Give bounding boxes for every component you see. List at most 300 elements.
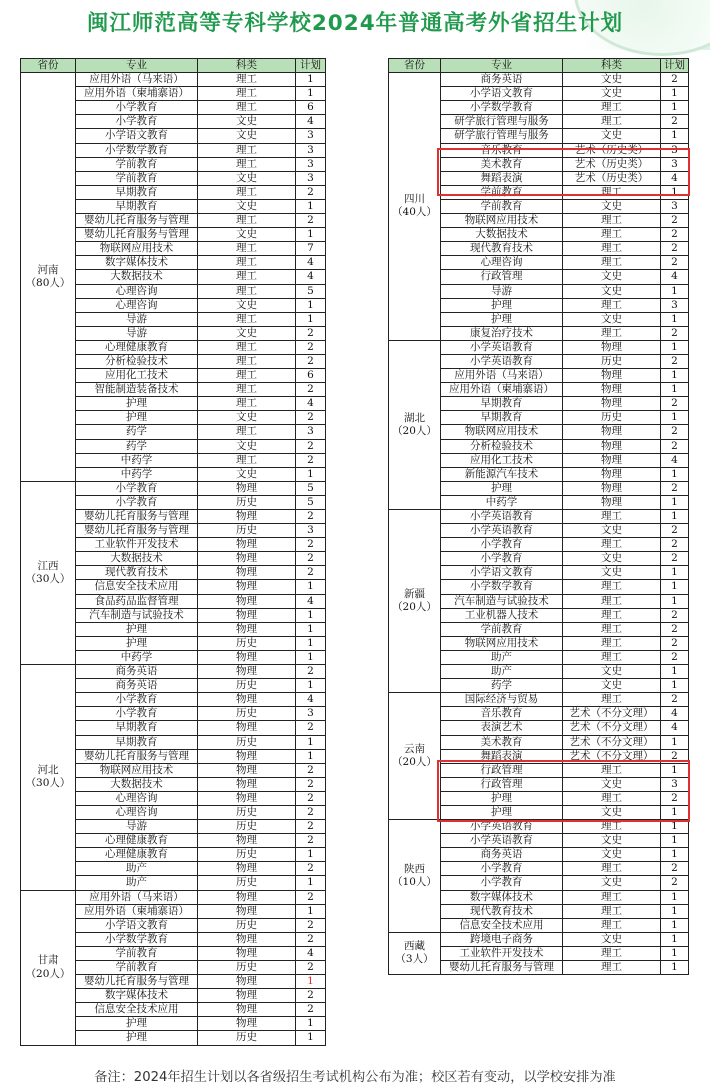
plan-cell: 2 — [296, 383, 326, 397]
plan-cell: 2 — [661, 749, 689, 763]
plan-cell: 3 — [661, 157, 689, 171]
category-cell: 物理 — [563, 467, 661, 481]
major-cell: 心理健康教育 — [76, 848, 198, 862]
major-cell: 学前教育 — [441, 185, 563, 199]
province-cell: 新疆 （20人） — [389, 510, 441, 693]
category-cell: 理工 — [563, 820, 661, 834]
major-cell: 应用外语（马来语） — [441, 369, 563, 383]
category-cell: 物理 — [198, 650, 296, 664]
category-cell: 物理 — [198, 608, 296, 622]
major-cell: 学前教育 — [441, 199, 563, 213]
major-cell: 小学教育 — [76, 495, 198, 509]
category-cell: 物理 — [563, 425, 661, 439]
major-cell: 大数据技术 — [441, 228, 563, 242]
category-cell: 艺术（历史类） — [563, 157, 661, 171]
major-cell: 研学旅行管理与服务 — [441, 129, 563, 143]
plan-cell: 2 — [296, 354, 326, 368]
category-cell: 物理 — [563, 439, 661, 453]
major-cell: 学前教育 — [76, 171, 198, 185]
major-cell: 应用外语（柬埔寨语） — [441, 383, 563, 397]
major-cell: 数字媒体技术 — [76, 989, 198, 1003]
category-cell: 理工 — [563, 538, 661, 552]
major-cell: 心理咨询 — [441, 256, 563, 270]
plan-cell: 4 — [661, 453, 689, 467]
plan-cell: 1 — [661, 369, 689, 383]
table-row — [389, 820, 689, 834]
major-cell: 早期教育 — [76, 721, 198, 735]
major-cell: 婴幼儿托育服务与管理 — [441, 961, 563, 975]
plan-cell: 2 — [296, 214, 326, 228]
major-cell: 研学旅行管理与服务 — [441, 115, 563, 129]
major-cell: 行政管理 — [441, 777, 563, 791]
major-cell: 小学教育 — [441, 862, 563, 876]
category-cell: 历史 — [198, 735, 296, 749]
category-cell: 文史 — [198, 439, 296, 453]
category-cell: 历史 — [198, 1031, 296, 1045]
major-cell: 应用化工技术 — [441, 453, 563, 467]
major-cell: 婴幼儿托育服务与管理 — [76, 524, 198, 538]
category-cell: 文史 — [563, 552, 661, 566]
category-cell: 理工 — [563, 242, 661, 256]
plan-cell: 1 — [296, 636, 326, 650]
category-cell: 历史 — [198, 495, 296, 509]
plan-cell: 2 — [296, 791, 326, 805]
plan-cell: 6 — [296, 101, 326, 115]
plan-cell: 2 — [296, 340, 326, 354]
category-cell: 理工 — [198, 340, 296, 354]
plan-cell: 1 — [661, 918, 689, 932]
major-cell: 婴幼儿托育服务与管理 — [76, 975, 198, 989]
plan-cell: 1 — [661, 904, 689, 918]
category-cell: 物理 — [198, 904, 296, 918]
major-cell: 国际经济与贸易 — [441, 693, 563, 707]
category-cell: 文史 — [563, 524, 661, 538]
plan-cell: 2 — [661, 256, 689, 270]
category-cell: 文史 — [563, 284, 661, 298]
major-cell: 小学数学教育 — [76, 143, 198, 157]
plan-cell: 2 — [296, 721, 326, 735]
plan-cell: 2 — [296, 777, 326, 791]
category-cell: 物理 — [198, 721, 296, 735]
major-cell: 小学英语教育 — [441, 834, 563, 848]
major-cell: 助产 — [76, 876, 198, 890]
category-cell: 物理 — [198, 622, 296, 636]
plan-cell: 1 — [661, 495, 689, 509]
plan-cell: 1 — [296, 1031, 326, 1045]
major-cell: 现代教育技术 — [76, 566, 198, 580]
plan-cell: 1 — [661, 129, 689, 143]
plan-cell: 3 — [296, 143, 326, 157]
category-cell: 物理 — [563, 369, 661, 383]
category-cell: 物理 — [198, 538, 296, 552]
category-cell: 艺术（不分文理） — [563, 721, 661, 735]
major-cell: 早期教育 — [441, 397, 563, 411]
major-cell: 表演艺术 — [441, 721, 563, 735]
major-cell: 药学 — [76, 425, 198, 439]
category-cell: 文史 — [563, 805, 661, 819]
header-major: 专业 — [76, 59, 198, 73]
table-row — [21, 890, 326, 904]
plan-cell: 3 — [661, 298, 689, 312]
plan-cell: 2 — [296, 961, 326, 975]
major-cell: 心理咨询 — [76, 791, 198, 805]
category-cell: 理工 — [198, 143, 296, 157]
major-cell: 音乐教育 — [441, 707, 563, 721]
major-cell: 早期教育 — [76, 185, 198, 199]
category-cell: 物理 — [198, 777, 296, 791]
major-cell: 美术教育 — [441, 157, 563, 171]
plan-cell: 4 — [296, 270, 326, 284]
category-cell: 历史 — [563, 354, 661, 368]
plan-cell: 2 — [661, 636, 689, 650]
category-cell: 理工 — [198, 453, 296, 467]
category-cell: 文史 — [563, 932, 661, 946]
category-cell: 理工 — [563, 298, 661, 312]
plan-cell: 2 — [296, 989, 326, 1003]
major-cell: 小学教育 — [441, 876, 563, 890]
category-cell: 物理 — [198, 481, 296, 495]
category-cell: 文史 — [198, 467, 296, 481]
major-cell: 早期教育 — [76, 199, 198, 213]
major-cell: 小学英语教育 — [441, 354, 563, 368]
header-banner — [0, 0, 710, 50]
plan-cell: 2 — [296, 918, 326, 932]
major-cell: 智能制造装备技术 — [76, 383, 198, 397]
major-cell: 物联网应用技术 — [441, 214, 563, 228]
category-cell: 理工 — [563, 904, 661, 918]
category-cell: 文史 — [198, 171, 296, 185]
category-cell: 理工 — [563, 510, 661, 524]
plan-cell: 2 — [661, 115, 689, 129]
plan-cell: 1 — [296, 735, 326, 749]
plan-cell: 1 — [661, 890, 689, 904]
category-cell: 理工 — [563, 115, 661, 129]
major-cell: 商务英语 — [441, 73, 563, 87]
category-cell: 历史 — [198, 707, 296, 721]
plan-cell: 3 — [296, 157, 326, 171]
province-cell: 云南 （20人） — [389, 693, 441, 820]
plan-cell: 1 — [296, 876, 326, 890]
province-cell: 河北 （30人） — [21, 665, 76, 891]
plan-cell: 4 — [661, 270, 689, 284]
major-cell: 小学语文教育 — [441, 566, 563, 580]
major-cell: 物联网应用技术 — [76, 763, 198, 777]
category-cell: 文史 — [563, 848, 661, 862]
major-cell: 小学教育 — [76, 481, 198, 495]
category-cell: 文史 — [563, 270, 661, 284]
plan-cell: 1 — [296, 608, 326, 622]
plan-cell: 2 — [661, 524, 689, 538]
category-cell: 文史 — [198, 326, 296, 340]
province-cell: 四川 （40人） — [389, 73, 441, 341]
plan-cell: 4 — [296, 693, 326, 707]
major-cell: 婴幼儿托育服务与管理 — [76, 214, 198, 228]
category-cell: 艺术（历史类） — [563, 143, 661, 157]
category-cell: 物理 — [198, 791, 296, 805]
major-cell: 康复治疗技术 — [441, 326, 563, 340]
major-cell: 婴幼儿托育服务与管理 — [76, 228, 198, 242]
plan-cell: 4 — [661, 707, 689, 721]
plan-cell: 2 — [661, 439, 689, 453]
major-cell: 汽车制造与试验技术 — [441, 594, 563, 608]
plan-cell: 1 — [661, 383, 689, 397]
table-row — [389, 932, 689, 946]
category-cell: 物理 — [198, 834, 296, 848]
major-cell: 护理 — [76, 1031, 198, 1045]
plan-cell: 1 — [661, 834, 689, 848]
category-cell: 文史 — [563, 777, 661, 791]
plan-cell: 2 — [661, 425, 689, 439]
major-cell: 应用外语（柬埔寨语） — [76, 87, 198, 101]
plan-cell: 3 — [296, 707, 326, 721]
plan-cell: 1 — [296, 749, 326, 763]
plan-cell: 2 — [296, 805, 326, 819]
category-cell: 物理 — [198, 932, 296, 946]
category-cell: 历史 — [198, 918, 296, 932]
major-cell: 婴幼儿托育服务与管理 — [76, 749, 198, 763]
category-cell: 物理 — [563, 481, 661, 495]
plan-cell: 2 — [661, 326, 689, 340]
major-cell: 中药学 — [76, 467, 198, 481]
major-cell: 导游 — [76, 312, 198, 326]
major-cell: 新能源汽车技术 — [441, 467, 563, 481]
category-cell: 理工 — [563, 228, 661, 242]
plan-cell: 3 — [661, 143, 689, 157]
category-cell: 理工 — [563, 650, 661, 664]
major-cell: 商务英语 — [441, 848, 563, 862]
province-cell: 江西 （30人） — [21, 481, 76, 664]
category-cell: 历史 — [198, 820, 296, 834]
plan-cell: 2 — [296, 326, 326, 340]
plan-cell: 1 — [661, 185, 689, 199]
plan-cell: 2 — [661, 791, 689, 805]
category-cell: 物理 — [198, 975, 296, 989]
category-cell: 文史 — [563, 679, 661, 693]
plan-cell: 3 — [661, 777, 689, 791]
plan-cell: 4 — [296, 594, 326, 608]
header-major: 专业 — [441, 59, 563, 73]
category-cell: 物理 — [198, 580, 296, 594]
category-cell: 理工 — [198, 397, 296, 411]
major-cell: 分析检验技术 — [76, 354, 198, 368]
major-cell: 物联网应用技术 — [76, 242, 198, 256]
major-cell: 信息安全技术应用 — [441, 918, 563, 932]
plan-cell: 2 — [661, 862, 689, 876]
category-cell: 物理 — [198, 890, 296, 904]
province-cell: 西藏 （3人） — [389, 932, 441, 974]
major-cell: 物联网应用技术 — [441, 636, 563, 650]
table-row — [389, 340, 689, 354]
category-cell: 历史 — [198, 679, 296, 693]
plan-cell: 2 — [296, 890, 326, 904]
enrollment-table-right — [388, 58, 689, 975]
major-cell: 大数据技术 — [76, 552, 198, 566]
major-cell: 导游 — [76, 820, 198, 834]
plan-cell: 2 — [661, 693, 689, 707]
category-cell: 文史 — [563, 312, 661, 326]
major-cell: 早期教育 — [441, 411, 563, 425]
category-cell: 文史 — [198, 129, 296, 143]
category-cell: 文史 — [198, 298, 296, 312]
category-cell: 理工 — [563, 594, 661, 608]
header-province: 省份 — [21, 59, 76, 73]
plan-cell: 2 — [296, 862, 326, 876]
category-cell: 物理 — [563, 453, 661, 467]
header-category: 科类 — [198, 59, 296, 73]
table-row — [389, 510, 689, 524]
major-cell: 行政管理 — [441, 270, 563, 284]
plan-cell: 1 — [296, 650, 326, 664]
plan-cell: 1 — [661, 679, 689, 693]
major-cell: 工业机器人技术 — [441, 608, 563, 622]
table-row — [389, 693, 689, 707]
category-cell: 历史 — [198, 876, 296, 890]
major-cell: 助产 — [441, 650, 563, 664]
category-cell: 理工 — [563, 214, 661, 228]
major-cell: 药学 — [441, 679, 563, 693]
major-cell: 小学教育 — [76, 115, 198, 129]
category-cell: 物理 — [198, 693, 296, 707]
category-cell: 理工 — [563, 791, 661, 805]
plan-cell: 4 — [296, 397, 326, 411]
major-cell: 学前教育 — [76, 961, 198, 975]
major-cell: 大数据技术 — [76, 777, 198, 791]
category-cell: 文史 — [563, 876, 661, 890]
plan-cell: 6 — [296, 369, 326, 383]
category-cell: 理工 — [563, 890, 661, 904]
plan-cell: 2 — [296, 820, 326, 834]
major-cell: 应用外语（马来语） — [76, 73, 198, 87]
plan-cell: 1 — [661, 932, 689, 946]
plan-cell: 1 — [661, 805, 689, 819]
major-cell: 护理 — [441, 791, 563, 805]
major-cell: 小学语文教育 — [441, 87, 563, 101]
header-plan: 计划 — [661, 59, 689, 73]
major-cell: 护理 — [441, 481, 563, 495]
major-cell: 信息安全技术应用 — [76, 580, 198, 594]
category-cell: 物理 — [563, 383, 661, 397]
plan-cell: 2 — [296, 834, 326, 848]
plan-cell: 2 — [296, 1003, 326, 1017]
category-cell: 文史 — [563, 199, 661, 213]
plan-cell: 2 — [661, 242, 689, 256]
major-cell: 护理 — [76, 622, 198, 636]
plan-cell: 2 — [296, 665, 326, 679]
plan-cell: 1 — [661, 101, 689, 115]
category-cell: 理工 — [563, 622, 661, 636]
plan-cell: 1 — [296, 580, 326, 594]
plan-cell: 2 — [296, 185, 326, 199]
category-cell: 物理 — [198, 989, 296, 1003]
category-cell: 理工 — [563, 862, 661, 876]
major-cell: 美术教育 — [441, 735, 563, 749]
plan-cell: 2 — [296, 439, 326, 453]
category-cell: 理工 — [198, 369, 296, 383]
category-cell: 理工 — [563, 580, 661, 594]
category-cell: 物理 — [198, 946, 296, 960]
plan-cell: 2 — [296, 538, 326, 552]
major-cell: 小学语文教育 — [76, 129, 198, 143]
major-cell: 应用化工技术 — [76, 369, 198, 383]
plan-cell: 2 — [296, 411, 326, 425]
table-header-row — [389, 59, 689, 73]
plan-cell: 1 — [661, 284, 689, 298]
category-cell: 文史 — [198, 228, 296, 242]
table-row — [21, 481, 326, 495]
plan-cell: 1 — [661, 961, 689, 975]
major-cell: 舞蹈表演 — [441, 749, 563, 763]
plan-cell: 2 — [661, 397, 689, 411]
major-cell: 小学数学教育 — [441, 580, 563, 594]
category-cell: 物理 — [198, 1003, 296, 1017]
major-cell: 小学语文教育 — [76, 918, 198, 932]
category-cell: 理工 — [198, 242, 296, 256]
plan-cell: 2 — [661, 608, 689, 622]
major-cell: 舞蹈表演 — [441, 171, 563, 185]
plan-cell: 1 — [661, 848, 689, 862]
plan-cell: 1 — [661, 820, 689, 834]
category-cell: 理工 — [563, 256, 661, 270]
major-cell: 助产 — [441, 665, 563, 679]
plan-cell: 1 — [661, 340, 689, 354]
plan-cell: 1 — [296, 904, 326, 918]
province-cell: 甘肃 （20人） — [21, 890, 76, 1045]
plan-cell: 1 — [296, 848, 326, 862]
category-cell: 理工 — [563, 693, 661, 707]
category-cell: 理工 — [198, 214, 296, 228]
plan-cell: 1 — [661, 411, 689, 425]
major-cell: 工业软件开发技术 — [441, 946, 563, 960]
plan-cell: 2 — [661, 354, 689, 368]
category-cell: 文史 — [198, 199, 296, 213]
plan-cell: 3 — [296, 129, 326, 143]
major-cell: 导游 — [76, 326, 198, 340]
plan-cell: 2 — [661, 214, 689, 228]
footnote: 备注：2024年招生计划以各省级招生考试机构公布为准；校区若有变动，以学校安排为准 — [94, 1070, 616, 1085]
major-cell: 应用外语（柬埔寨语） — [76, 904, 198, 918]
major-cell: 小学教育 — [76, 101, 198, 115]
major-cell: 中药学 — [76, 650, 198, 664]
page-title: 闽江师范高等专科学校2024年普通高考外省招生计划 — [86, 11, 624, 36]
major-cell: 护理 — [76, 397, 198, 411]
plan-cell: 3 — [296, 171, 326, 185]
province-cell: 陕西 （10人） — [389, 820, 441, 933]
category-cell: 理工 — [198, 87, 296, 101]
table-header-row — [21, 59, 326, 73]
header-province: 省份 — [389, 59, 441, 73]
category-cell: 理工 — [563, 961, 661, 975]
plan-cell: 5 — [296, 284, 326, 298]
province-cell: 河南 （80人） — [21, 73, 76, 482]
category-cell: 文史 — [563, 129, 661, 143]
major-cell: 数字媒体技术 — [76, 256, 198, 270]
category-cell: 理工 — [563, 636, 661, 650]
category-cell: 理工 — [198, 425, 296, 439]
category-cell: 物理 — [198, 862, 296, 876]
plan-cell: 2 — [296, 763, 326, 777]
plan-cell: 1 — [296, 199, 326, 213]
category-cell: 理工 — [198, 256, 296, 270]
category-cell: 理工 — [563, 608, 661, 622]
major-cell: 早期教育 — [76, 735, 198, 749]
plan-cell: 1 — [661, 763, 689, 777]
major-cell: 现代教育技术 — [441, 242, 563, 256]
category-cell: 艺术（不分文理） — [563, 707, 661, 721]
category-cell: 理工 — [198, 73, 296, 87]
major-cell: 小学教育 — [441, 538, 563, 552]
major-cell: 小学教育 — [76, 707, 198, 721]
major-cell: 心理咨询 — [76, 298, 198, 312]
